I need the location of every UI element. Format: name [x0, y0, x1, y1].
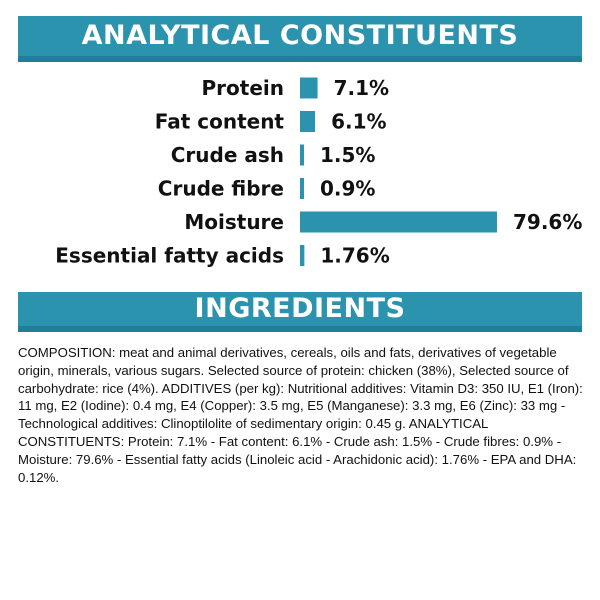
bar [300, 111, 315, 132]
analytical-constituents-banner [18, 16, 582, 62]
category-label: Fat content [154, 109, 284, 134]
category-label: Essential fatty acids [55, 243, 284, 268]
ingredients-banner [18, 292, 582, 332]
bar [300, 212, 497, 233]
ingredients-title: INGREDIENTS [194, 293, 406, 324]
analytical-constituents-title: ANALYTICAL CONSTITUENTS [81, 20, 519, 51]
value-label: 79.6% [513, 210, 583, 234]
bar [300, 78, 318, 99]
value-label: 1.76% [320, 243, 390, 268]
ingredients-text: COMPOSITION: meat and animal derivatives, cereals, oils and fats, derivatives of vegetable origin, minerals, various sugars. Selected source of protein: chicken (38%), Selected source of carbohydrate: rice (4%). ADDITIVES (per kg): Nutritional additives: Vitamin D3: 350 IU, E1 (Iron): 11 mg, E2 (Iodine): 0.4 mg, E4 (Copper): 3.5 mg, E5 (Manganese): 3.3 mg, E6 (Zinc): 33 mg - Technological additives: Clinoptilolite of sedimentary origin: 0.45 g. ANALYTICAL CONSTITUENTS: Protein: 7.1% - Fat content: 6.1% - Crude ash: 1.5% - Crude fibres: 0.9% - Moisture: 79.6% - Essential fatty acids (Linoleic acid - Arachidonic acid): 1.76% - EPA and DHA: 0.12%. [18, 345, 583, 485]
value-label: 1.5% [320, 143, 376, 167]
constituents-bar-chart [0, 70, 600, 280]
category-label: Moisture [184, 210, 284, 234]
bar [300, 178, 304, 199]
category-label: Protein [201, 76, 284, 100]
value-label: 7.1% [333, 76, 390, 100]
bar [300, 145, 304, 166]
category-label: Crude fibre [157, 176, 284, 201]
value-label: 6.1% [331, 109, 387, 134]
category-label: Crude ash [170, 143, 284, 167]
bar [300, 245, 304, 266]
value-label: 0.9% [320, 176, 376, 201]
